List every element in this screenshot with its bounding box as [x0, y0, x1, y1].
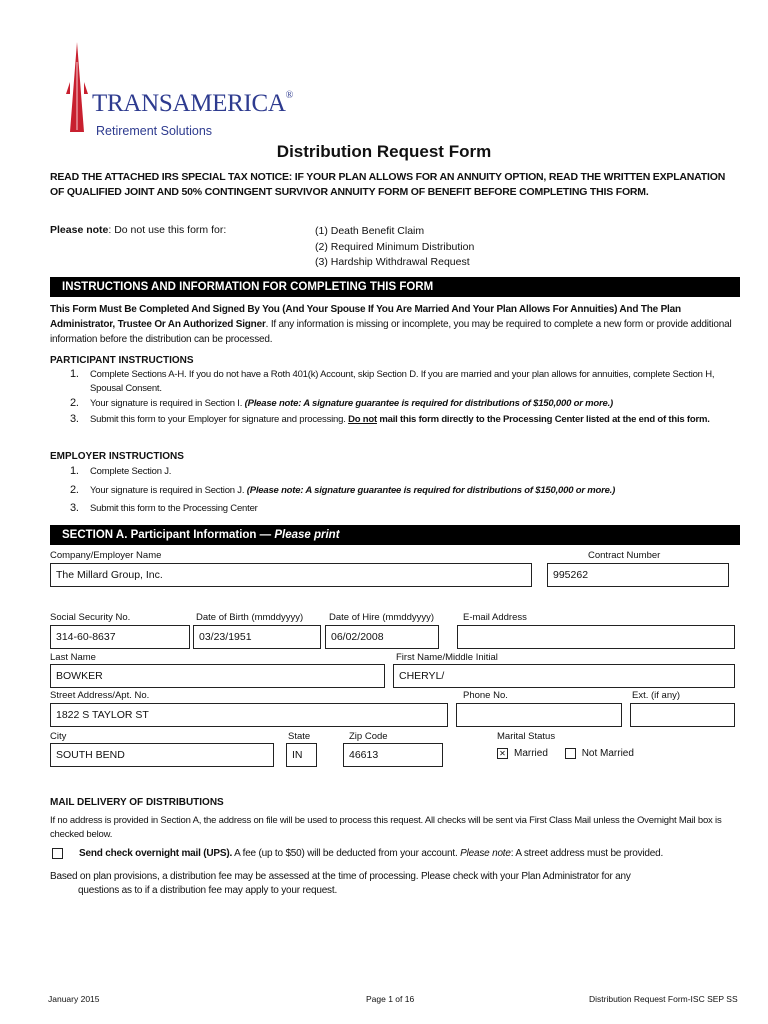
- last-name-field[interactable]: BOWKER: [50, 664, 385, 688]
- form-title: Distribution Request Form: [276, 142, 492, 161]
- footer-form-id: Distribution Request Form-ISC SEP SS: [589, 994, 738, 1004]
- doh-field[interactable]: 06/02/2008: [325, 625, 439, 649]
- not-married-checkbox[interactable]: [565, 748, 576, 759]
- phone-field[interactable]: [456, 703, 622, 727]
- state-field[interactable]: IN: [286, 743, 317, 767]
- marital-options: [497, 748, 634, 759]
- instructions-header-bar: INSTRUCTIONS AND INFORMATION FOR COMPLETING THIS FORM: [50, 277, 740, 297]
- dob-field[interactable]: 03/23/1951: [193, 625, 321, 649]
- first-name-label: First Name/Middle Initial: [396, 652, 498, 663]
- list-item: 2. Your signature is required in Section I. (Please note: A signature guarantee is required for distributions of $150,000 or more.): [70, 397, 613, 409]
- footer-page-number: Page 1 of 16: [366, 994, 415, 1004]
- transamerica-pyramid-logo-icon: [64, 42, 90, 132]
- city-field[interactable]: SOUTH BEND: [50, 743, 274, 767]
- instructions-intro: This Form Must Be Completed And Signed By You (And Your Spouse If You Are Married And Your Plan Allows For Annuities) And The Plan Administrator, Trustee Or An Authorized Signer. If any information is missing or incomplete, you may be required to complete a new form or provide additional information before the distribution can be processed.: [50, 304, 732, 345]
- last-name-label: Last Name: [50, 652, 96, 663]
- logo-wordmark: TRANSAMERICA®: [92, 90, 293, 117]
- company-field[interactable]: The Millard Group, Inc.: [50, 563, 532, 587]
- email-field[interactable]: [457, 625, 735, 649]
- phone-label: Phone No.: [463, 690, 508, 701]
- ssn-field[interactable]: 314-60-8637: [50, 625, 190, 649]
- ssn-label: Social Security No.: [50, 612, 131, 623]
- city-label: City: [50, 731, 67, 742]
- ext-field[interactable]: [630, 703, 735, 727]
- list-item: 3. Submit this form to the Processing Center: [70, 502, 258, 514]
- ext-label: Ext. (if any): [632, 690, 681, 701]
- first-name-field[interactable]: CHERYL/: [393, 664, 735, 688]
- list-item: (3) Hardship Withdrawal Request: [315, 256, 470, 268]
- overnight-mail-option: Send check overnight mail (UPS). A fee (up to $50) will be deducted from your account. Please note: A street address must be provided.: [52, 848, 663, 859]
- section-a-header-bar: SECTION A. Participant Information — Please print: [50, 525, 740, 545]
- participant-instructions-heading: PARTICIPANT INSTRUCTIONS: [50, 355, 194, 366]
- mail-delivery-text: If no address is provided in Section A, the address on file will be used to process this request. All checks will be sent via First Class Mail unless the Overnight Mail box is checked below.: [50, 815, 722, 840]
- employer-instructions-list: [70, 465, 730, 518]
- please-note: Please note: Do not use this form for:: [50, 224, 227, 236]
- tax-notice: READ THE ATTACHED IRS SPECIAL TAX NOTICE: IF YOUR PLAN ALLOWS FOR AN ANNUITY OPTION, READ THE WRITTEN EXPLANATION OF QUALIFIED JOINT AND 50% CONTINGENT SURVIVOR ANNUITY FORM OF BENEFIT BEFORE COMPLETING THIS FORM.: [50, 171, 726, 198]
- logo-subtitle: Retirement Solutions: [96, 124, 213, 138]
- zip-label: Zip Code: [349, 731, 388, 742]
- list-item: (2) Required Minimum Distribution: [315, 240, 475, 253]
- mail-delivery-heading: MAIL DELIVERY OF DISTRIBUTIONS: [50, 797, 224, 808]
- list-item: 2. Your signature is required in Section J. (Please note: A signature guarantee is required for distributions of $150,000 or more.): [70, 483, 616, 496]
- contract-field[interactable]: 995262: [547, 563, 729, 587]
- participant-instructions-list: [70, 368, 730, 428]
- married-label: Married: [514, 748, 548, 760]
- list-item: 1. Complete Sections A-H. If you do not have a Roth 401(k) Account, skip Section D. If you are married and your plan allows for annuities, complete Section H, Spousal Consent.: [70, 368, 715, 394]
- doh-label: Date of Hire (mmddyyyy): [329, 612, 435, 623]
- company-label: Company/Employer Name: [50, 550, 162, 561]
- email-label: E-mail Address: [463, 612, 527, 623]
- contract-label: Contract Number: [588, 550, 661, 561]
- marital-label: Marital Status: [497, 731, 556, 742]
- distribution-fee-note: Based on plan provisions, a distribution fee may be assessed at the time of processing. Please check with your Plan Administrator for any questions as to if a distribution fee may apply to your request.: [50, 871, 631, 896]
- footer-date: January 2015: [48, 994, 100, 1004]
- street-field[interactable]: 1822 S TAYLOR ST: [50, 703, 448, 727]
- list-item: (1) Death Benefit Claim: [315, 225, 425, 237]
- zip-field[interactable]: 46613: [343, 743, 443, 767]
- state-label: State: [288, 731, 311, 742]
- dob-label: Date of Birth (mmddyyyy): [196, 612, 304, 623]
- married-checkbox[interactable]: ✕: [497, 748, 508, 759]
- street-label: Street Address/Apt. No.: [50, 690, 150, 701]
- employer-instructions-heading: EMPLOYER INSTRUCTIONS: [50, 451, 184, 462]
- not-married-label: Not Married: [581, 748, 634, 760]
- overnight-mail-checkbox[interactable]: [52, 848, 63, 859]
- list-item: 1. Complete Section J.: [70, 465, 172, 477]
- excluded-requests-list: [315, 224, 474, 271]
- list-item: 3. Submit this form to your Employer for signature and processing. Do not mail this form directly to the Processing Center listed at the end of this form.: [70, 412, 710, 425]
